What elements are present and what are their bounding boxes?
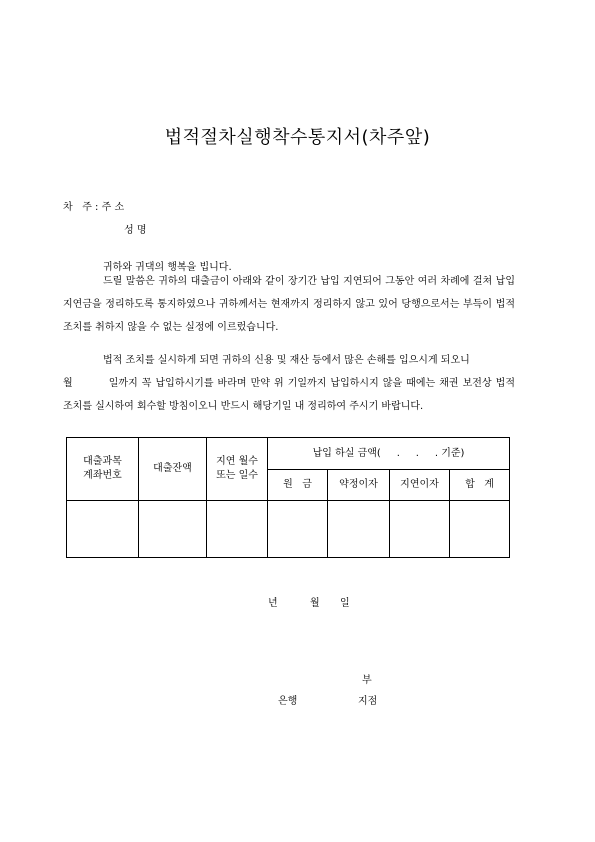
cell-agreed-interest [328, 501, 390, 558]
cell-balance [139, 501, 207, 558]
date-day: 일 [340, 598, 350, 609]
header-account-line2: 계좌번호 [83, 470, 122, 481]
debtor-label [63, 198, 124, 213]
paragraph-1 [63, 270, 515, 339]
signature-dept: 부 [362, 675, 372, 686]
cell-total [450, 501, 510, 558]
date-month: 월 [310, 598, 320, 609]
date-year: 년 [268, 598, 278, 609]
cell-overdue [207, 501, 268, 558]
paragraph-2-part1: 법적 조치를 실시하게 되면 귀하의 신용 및 재산 등에서 많은 손해를 입으시게 되오니 [103, 355, 470, 366]
header-account-line1: 대출과목 [83, 456, 122, 467]
header-overdue-line2: 또는 일수 [216, 470, 258, 481]
header-overdue-line1: 지연 월수 [216, 456, 258, 467]
debtor-label-text: 차 주 [63, 202, 92, 213]
header-agreed-interest: 약정이자 [328, 470, 390, 501]
cell-account [67, 501, 139, 558]
signature-branch: 지점 [358, 696, 378, 707]
cell-principal [268, 501, 328, 558]
document-title: 법적절차실행착수통지서(차주앞) [164, 127, 431, 148]
paragraph-2 [63, 349, 515, 418]
debtor-colon: : [95, 202, 99, 213]
header-overdue [207, 438, 268, 501]
greeting: 귀하와 귀댁의 행복을 빕니다. [103, 262, 232, 273]
header-account [67, 438, 139, 501]
paragraph-2-rest: 일까지 꼭 납입하시기를 바라며 만약 위 기일까지 납입하시지 않을 때에는 채권 보전상 법적 조치를 실시하여 회수할 방침이오니 반드시 해당기일 내 정리하여 주시기 바랍니다. [63, 378, 515, 412]
address-label: 주 소 [101, 202, 125, 213]
signature-bank: 은행 [278, 696, 298, 707]
paragraph-1-text: 드릴 말씀은 귀하의 대출금이 아래와 같이 장기간 납입 지연되어 그동안 여러 차례에 걸쳐 납입 지연금을 정리하도록 통지하였으나 귀하께서는 현재까지 정리하지 않고 있어 당행으로서는 부득이 법적 조치를 취하지 않을 수 없는 실정에 이르렀습니다. [63, 276, 515, 333]
cell-late-interest [390, 501, 450, 558]
header-late-interest: 지연이자 [390, 470, 450, 501]
paragraph-2-month: 월 [63, 378, 73, 389]
name-label: 성 명 [124, 225, 147, 236]
header-principal: 원 금 [268, 470, 328, 501]
header-total: 합 계 [450, 470, 510, 501]
header-amount: 납입 하실 금액( . . . 기준) [268, 438, 510, 470]
overdue-table [66, 437, 510, 558]
header-balance: 대출잔액 [139, 438, 207, 501]
